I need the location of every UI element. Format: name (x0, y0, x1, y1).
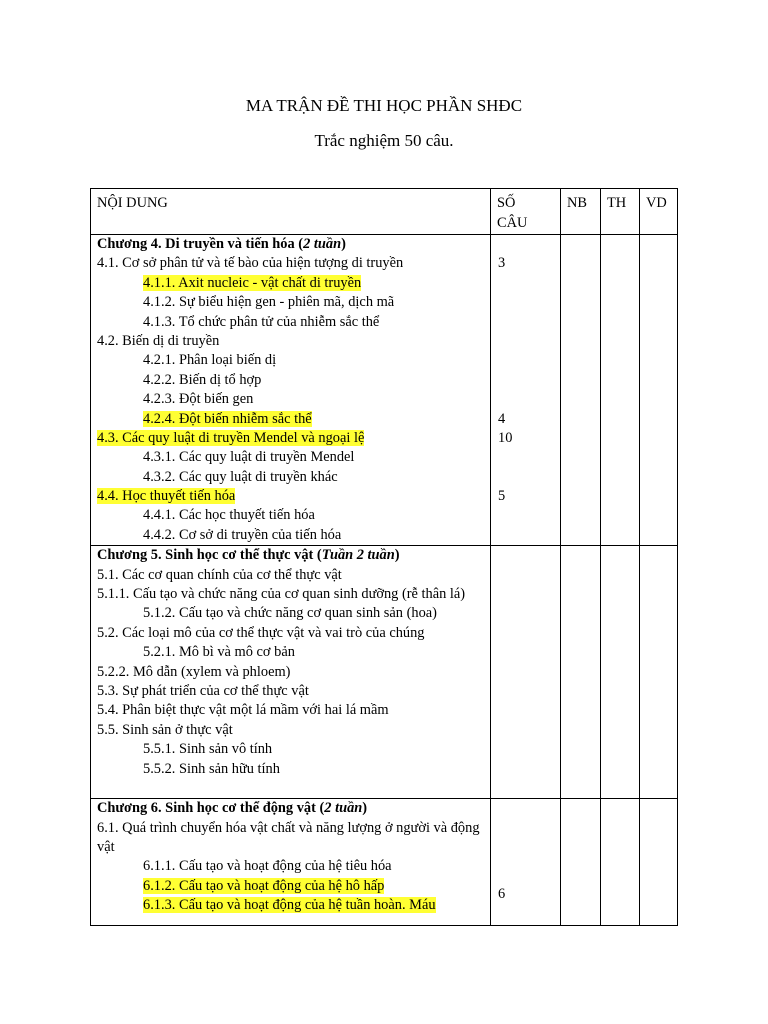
content-line: 4.3. Các quy luật di truyền Mendel và ngoại lệ (97, 429, 365, 446)
chapter6-vd (640, 799, 678, 926)
content-line: 4.2.3. Đột biến gen (143, 391, 254, 408)
header-content: NỘI DUNG (97, 195, 168, 211)
count-value: 4 (498, 410, 506, 427)
chapter4-section (91, 235, 678, 546)
content-line: 5.5.1. Sinh sản vô tính (143, 741, 273, 758)
chapter6-nb (561, 799, 601, 926)
header-count-line2: CÂU (497, 215, 528, 231)
chapter4-counts (491, 235, 561, 546)
content-line: 4.4.2. Cơ sở di truyền của tiến hóa (143, 526, 342, 543)
content-line: 4.3.1. Các quy luật di truyền Mendel (143, 449, 355, 466)
content-line: 6.1.2. Cấu tạo và hoạt động của hệ hô hấp (143, 877, 385, 894)
content-line: 5.5.2. Sinh sản hữu tính (143, 760, 280, 777)
content-line: 5.1.2. Cấu tạo và chức năng cơ quan sinh sản (hoa) (143, 605, 437, 622)
chapter5-th (601, 546, 640, 799)
content-line: 4.1.2. Sự biểu hiện gen - phiên mã, dịch mã (143, 294, 395, 311)
content-line: 5.2. Các loại mô của cơ thể thực vật và vai trò của chúng (97, 624, 425, 641)
chapter4-nb (561, 235, 601, 546)
chapter4-th (601, 235, 640, 546)
document-title: MA TRẬN ĐỀ THI HỌC PHẦN SHĐC (245, 96, 523, 115)
chapter4-title: Chương 4. Di truyền và tiến hóa (2 tuần) (97, 236, 346, 252)
content-line: 5.5. Sinh sản ở thực vật (97, 721, 233, 738)
count-value: 3 (498, 255, 506, 272)
header-row (91, 189, 678, 235)
chapter5-section (91, 546, 678, 799)
chapter4-vd (640, 235, 678, 546)
content-line: 5.1. Các cơ quan chính của cơ thể thực vật (97, 566, 342, 583)
content-line: 4.4. Học thuyết tiến hóa (97, 488, 236, 505)
header-nb: NB (567, 195, 587, 211)
content-line: 4.2.2. Biến dị tổ hợp (143, 371, 262, 388)
header-vd: VD (646, 195, 667, 211)
chapter4-content (91, 235, 491, 546)
chapter5-vd (640, 546, 678, 799)
content-line: 4.4.1. Các học thuyết tiến hóa (143, 507, 315, 524)
content-line: 5.2.1. Mô bì và mô cơ bản (143, 644, 295, 661)
content-line: 4.2. Biến dị di truyền (97, 332, 220, 349)
chapter6-title: Chương 6. Sinh học cơ thể động vật (2 tuần) (97, 800, 368, 817)
chapter6-th (601, 799, 640, 926)
content-line: 4.2.4. Đột biến nhiễm sắc thể (143, 410, 312, 427)
content-line: 4.1.1. Axit nucleic - vật chất di truyền (143, 274, 362, 291)
content-line: 4.1. Cơ sở phân tử và tế bào của hiện tượng di truyền (97, 255, 404, 272)
exam-matrix-table (90, 188, 678, 926)
header-nb-cell (561, 189, 601, 235)
content-line: 5.3. Sự phát triển của cơ thể thực vật (97, 683, 309, 699)
content-line: 6.1. Quá trình chuyển hóa vật chất và năng lượng ở người và động vật (97, 819, 480, 856)
header-content-cell (91, 189, 491, 235)
count-value: 5 (498, 488, 506, 505)
count-value: 10 (498, 429, 513, 446)
header-vd-cell (640, 189, 678, 235)
chapter6-section (91, 799, 678, 926)
count-value: 6 (498, 885, 506, 902)
header-count-cell (491, 189, 561, 235)
content-line: 4.1.3. Tổ chức phân tử của nhiễm sắc thể (143, 313, 380, 330)
header-th-cell (601, 189, 640, 235)
content-line: 6.1.1. Cấu tạo và hoạt động của hệ tiêu hóa (143, 858, 392, 875)
chapter5-title: Chương 5. Sinh học cơ thể thực vật (Tuần 2 tuần) (97, 547, 400, 564)
content-line: 5.4. Phân biệt thực vật một lá mầm với hai lá mầm (97, 702, 389, 719)
header-count-line1: SỐ (497, 195, 516, 211)
chapter6-counts (491, 799, 561, 926)
content-line: 5.2.2. Mô dẫn (xylem và phloem) (97, 663, 291, 680)
content-line: 4.2.1. Phân loại biến dị (143, 352, 277, 369)
chapter5-content (91, 546, 491, 799)
content-line: 6.1.3. Cấu tạo và hoạt động của hệ tuần hoàn. Máu (143, 897, 436, 914)
chapter6-content (91, 799, 491, 926)
chapter5-counts (491, 546, 561, 799)
chapter5-nb (561, 546, 601, 799)
content-line: 4.3.2. Các quy luật di truyền khác (143, 468, 338, 485)
document-subtitle: Trắc nghiệm 50 câu. (314, 131, 454, 150)
header-th: TH (607, 195, 627, 211)
content-line: 5.1.1. Cấu tạo và chức năng của cơ quan sinh dưỡng (rễ thân lá) (97, 586, 466, 603)
